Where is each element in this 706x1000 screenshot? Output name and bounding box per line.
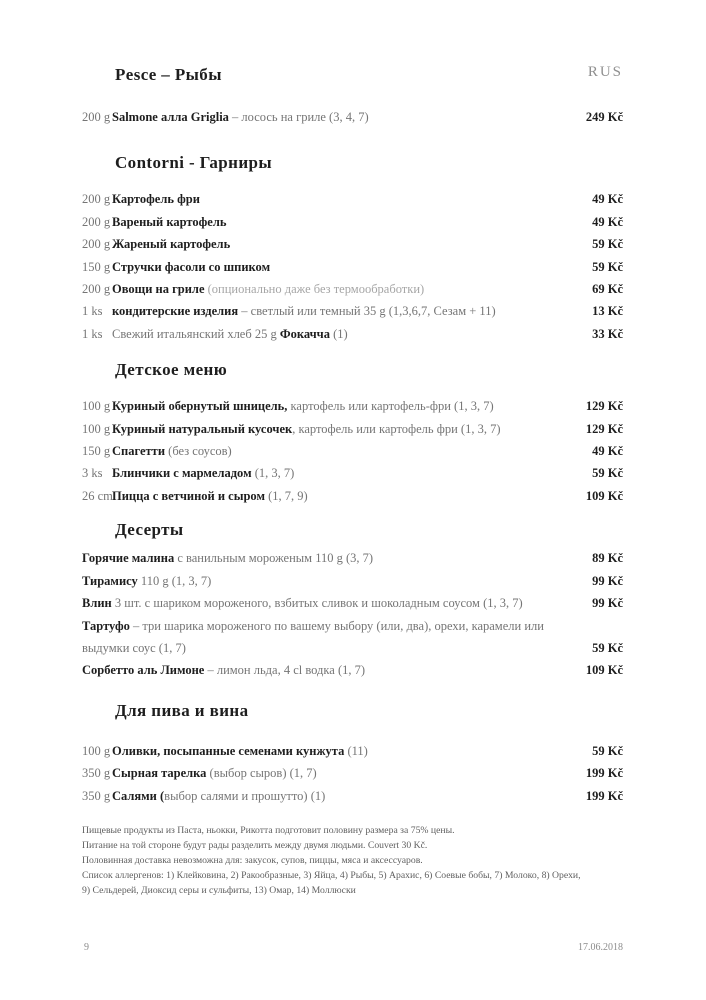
item-description: (выбор сыров) (1, 7) <box>206 766 317 781</box>
item-text <box>112 418 574 440</box>
menu-item <box>82 106 623 128</box>
item-name: Сырная тарелка <box>112 766 207 781</box>
menu-item <box>82 659 623 681</box>
menu-item <box>82 462 623 484</box>
item-name: Тартуфо <box>82 618 130 633</box>
item-description: (1, 3, 7) <box>251 466 295 481</box>
item-text <box>112 323 580 345</box>
section-desserts <box>82 519 623 681</box>
item-quantity: 100 g <box>82 399 111 414</box>
item-name: Овощи на гриле <box>112 282 205 297</box>
menu-item <box>82 485 623 507</box>
item-name: Salmone алла Griglia <box>112 110 229 124</box>
footnote-line: Пищевые продукты из Паста, ньокки, Рикотта подготовит половину размера за 75% цены. <box>82 824 455 836</box>
item-quantity: 3 ks <box>82 466 103 481</box>
item-description: (без соусов) <box>165 444 232 459</box>
menu-item <box>82 278 623 300</box>
page-date: 17.06.2018 <box>578 942 623 953</box>
menu-item <box>82 233 623 255</box>
page-number: 9 <box>84 942 89 953</box>
item-text <box>82 615 580 660</box>
item-description: 3 шт. с шариком мороженого, взбитых сливок и шоколадным соусом (1, 3, 7) <box>111 596 523 611</box>
item-quantity: 200 g <box>82 237 111 252</box>
menu-item <box>82 440 623 462</box>
section-pesce <box>82 64 623 128</box>
item-price: 49 Kč <box>592 214 623 229</box>
item-name: Салями ( <box>112 788 165 803</box>
menu-item <box>82 592 623 614</box>
item-quantity: 150 g <box>82 444 111 459</box>
footnote-line: Половинная доставка невозможна для: закусок, супов, пиццы, мяса и аксессуаров. <box>82 854 423 866</box>
item-text <box>112 740 580 762</box>
menu-item <box>82 570 623 592</box>
item-name: Стручки фасоли со шпиком <box>112 259 271 274</box>
item-text <box>82 547 580 569</box>
item-description: 110 g (1, 3, 7) <box>137 573 212 588</box>
item-description: с ванильным мороженым 110 g (3, 7) <box>174 551 374 566</box>
item-text <box>112 785 574 807</box>
item-text <box>112 256 580 278</box>
section-contorni <box>82 152 623 345</box>
item-price: 49 Kč <box>592 192 623 207</box>
menu-item <box>82 547 623 569</box>
item-quantity: 200 g <box>82 214 111 229</box>
item-description: выбор салями и прошутто) (1) <box>164 788 326 803</box>
item-note: (опционально даже без термообработки) <box>204 282 425 297</box>
item-price: 59 Kč <box>592 259 623 274</box>
item-description: – лосось на гриле (3, 4, 7) <box>228 110 369 124</box>
item-quantity: 350 g <box>82 788 111 803</box>
item-text <box>112 462 580 484</box>
item-description: – три шарика мороженого по вашему выбору (или, два), орехи, карамели или выдумки соус (1, 7) <box>82 618 544 655</box>
menu-item <box>82 395 623 417</box>
page-footer <box>84 942 623 953</box>
footnote-line: Список аллергенов: 1) Клейковина, 2) Ракообразные, 3) Яйца, 4) Рыбы, 5) Арахис, 6) Соевые бобы, 7) Молоко, 8) Орехи, <box>82 869 581 881</box>
item-name: Горячие малина <box>82 551 175 566</box>
item-quantity: 26 cm <box>82 488 113 503</box>
item-text <box>112 440 580 462</box>
item-price: 199 Kč <box>585 766 623 781</box>
item-price: 99 Kč <box>592 596 623 611</box>
item-quantity: 150 g <box>82 259 111 274</box>
footnote-line: Питание на той стороне будут рады разделить между двумя людьми. Couvert 30 Kč. <box>82 839 428 851</box>
item-text <box>112 278 580 300</box>
item-name: Влин <box>82 596 112 611</box>
section-rows <box>82 395 623 507</box>
item-quantity: 100 g <box>82 743 111 758</box>
menu-item <box>82 256 623 278</box>
item-text <box>82 570 580 592</box>
item-price: 59 Kč <box>592 237 623 252</box>
item-price: 59 Kč <box>592 743 623 758</box>
item-text <box>112 300 580 322</box>
item-name: Куриный натуральный кусочек <box>112 421 293 436</box>
item-name: Вареный картофель <box>112 214 227 229</box>
item-name: Сорбетто аль Лимоне <box>82 663 205 678</box>
item-name: Блинчики с мармеладом <box>112 466 252 481</box>
item-quantity: 200 g <box>82 282 111 297</box>
item-price: 109 Kč <box>585 488 623 503</box>
section-rows <box>82 106 623 128</box>
section-kids-menu <box>82 359 623 507</box>
item-text <box>112 188 580 210</box>
item-description: (1, 7, 9) <box>264 488 308 503</box>
item-name: Жареный картофель <box>112 237 231 252</box>
menu-item <box>82 785 623 807</box>
item-quantity: 200 g <box>82 110 111 124</box>
item-price: 129 Kč <box>585 421 623 436</box>
item-name: Пицца с ветчиной и сыром <box>112 488 265 503</box>
section-heading-contorni: Contorni - Гарниры <box>115 153 273 173</box>
section-beer-wine <box>82 700 623 807</box>
section-heading-beer-wine: Для пива и вина <box>115 700 249 720</box>
section-rows <box>82 547 623 681</box>
item-price: 129 Kč <box>585 399 623 414</box>
item-text <box>112 106 574 128</box>
item-quantity: 1 ks <box>82 304 103 319</box>
item-text <box>112 762 574 784</box>
menu-item <box>82 188 623 210</box>
section-heading-desserts: Десерты <box>115 520 184 540</box>
item-name: Оливки, посыпанные семенами кунжута <box>112 743 345 758</box>
item-price: 199 Kč <box>585 788 623 803</box>
item-description: – лимон льда, 4 cl водка (1, 7) <box>204 663 366 678</box>
item-name: кондитерские изделия <box>112 304 239 319</box>
footnote-line: 9) Сельдерей, Диоксид серы и сульфиты, 13) Омар, 14) Моллюски <box>82 884 356 896</box>
item-name: Картофель фри <box>112 192 200 207</box>
item-quantity: 100 g <box>82 421 111 436</box>
item-name: Спагетти <box>112 444 166 459</box>
item-description: (1) <box>329 326 348 341</box>
item-text <box>112 395 574 417</box>
item-price: 89 Kč <box>592 551 623 566</box>
item-name: Фокачча <box>279 326 330 341</box>
item-price: 99 Kč <box>592 573 623 588</box>
item-text <box>82 659 574 681</box>
item-quantity: 350 g <box>82 766 111 781</box>
item-description: (11) <box>344 743 368 758</box>
menu-item <box>82 762 623 784</box>
item-text <box>112 485 574 507</box>
section-rows <box>82 188 623 345</box>
item-price: 59 Kč <box>592 640 623 655</box>
item-prefix: Свежий итальянский хлеб 25 g <box>112 326 280 341</box>
section-rows <box>82 740 623 807</box>
item-price: 33 Kč <box>592 326 623 341</box>
footnotes <box>82 823 623 898</box>
item-price: 109 Kč <box>585 663 623 678</box>
item-price: 59 Kč <box>592 466 623 481</box>
section-heading-pesce: Pesce – Рыбы <box>115 65 222 84</box>
item-price: 49 Kč <box>592 444 623 459</box>
item-quantity: 1 ks <box>82 326 103 341</box>
item-text <box>112 211 580 233</box>
item-price: 13 Kč <box>592 304 623 319</box>
item-text <box>82 592 580 614</box>
item-text <box>112 233 580 255</box>
item-price: 249 Kč <box>585 110 623 124</box>
item-name: Куриный обернутый шницель, <box>112 399 288 414</box>
menu-item <box>82 300 623 322</box>
item-description: , картофель или картофель фри (1, 3, 7) <box>292 421 501 436</box>
menu-item <box>82 418 623 440</box>
item-description: – светлый или темный 35 g (1,3,6,7, Сезам + 11) <box>238 304 496 319</box>
item-name: Тирамису <box>82 573 138 588</box>
menu-item <box>82 740 623 762</box>
item-quantity: 200 g <box>82 192 111 207</box>
section-heading-kids-menu: Детское меню <box>115 360 228 380</box>
item-price: 69 Kč <box>592 282 623 297</box>
menu-item <box>82 323 623 345</box>
menu-item <box>82 615 623 660</box>
language-badge: RUS <box>587 64 623 80</box>
item-description: картофель или картофель-фри (1, 3, 7) <box>287 399 494 414</box>
menu-item <box>82 211 623 233</box>
